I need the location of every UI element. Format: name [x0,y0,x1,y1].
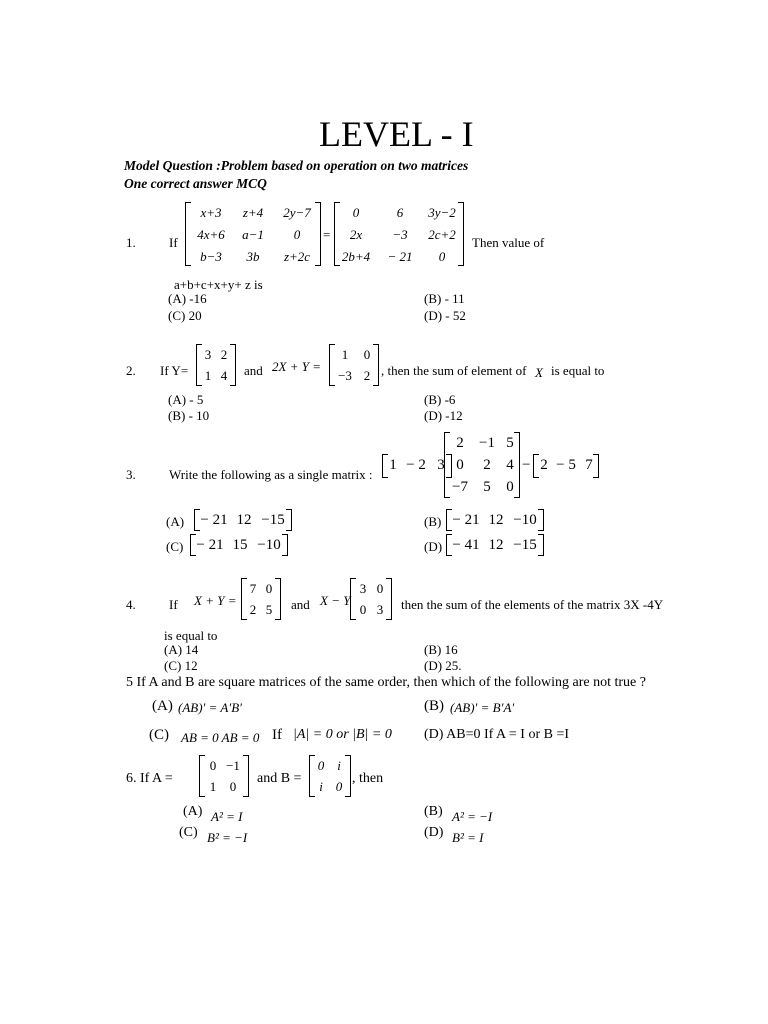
q5-option-c-if: If [272,727,282,743]
q1-number: 1. [126,235,136,250]
q6-b-cell: 0 [335,779,343,794]
q3-opt-cell: − 21 [196,537,224,553]
q3-opt-cell: −10 [513,512,537,528]
q1-equals: = [323,227,331,242]
q2-y-cell: 4 [220,368,228,383]
q3-option-a-label[interactable]: (A) [166,514,185,529]
q3-option-c-label[interactable]: (C) [166,539,184,554]
q1-right-matrix [334,202,464,266]
q3-opt-cell: − 41 [452,537,480,553]
q6-option-c-expr[interactable]: B² = −I [207,830,248,845]
q4-m1-cell: 7 [249,581,257,596]
q3-row-matrix-1 [382,454,452,478]
q6-option-b-label[interactable]: (B) [424,804,443,819]
q6-option-d-label[interactable]: (D) [424,825,444,840]
q1-r-cell: 0 [352,205,360,220]
q4-m1 [241,578,281,620]
q4-expr1: X + Y = [194,593,237,608]
q1-l-cell: z+2c [283,249,311,264]
q3-option-b-matrix[interactable] [446,509,544,531]
q5-option-a-label[interactable]: (A) [152,698,173,714]
q2-option-d[interactable]: (D) -12 [424,408,463,423]
q1-r-cell: −3 [392,227,408,242]
q4-if: If [169,597,178,612]
q2-y-cell: 2 [220,347,228,362]
q3-opt-cell: −15 [513,537,537,553]
q2-r-matrix [329,344,379,386]
q2-then: , then the sum of element of [381,363,527,378]
q3-opt-cell: −10 [257,537,281,553]
q1-option-d[interactable]: (D) - 52 [424,308,466,323]
q3-m-cell: 0 [506,479,514,495]
q5-option-c-cond: |A| = 0 or |B| = 0 [293,727,392,742]
q3-m-cell: 2 [483,457,491,473]
q2-y-cell: 3 [204,347,212,362]
q1-l-cell: 0 [293,227,301,242]
q4-tail: is equal to [164,628,218,643]
q4-m1-cell: 0 [265,581,273,596]
q3-minus: − [522,457,531,473]
q6-b-cell: 0 [317,758,325,773]
q2-option-b[interactable]: (B) -6 [424,392,456,407]
q6-b-matrix [309,755,351,797]
q3-m-cell: 0 [456,457,464,473]
q3-text: Write the following as a single matrix : [169,467,373,482]
q5-text: 5 If A and B are square matrices of the same order, then which of the following are not true ? [126,675,646,690]
q3-opt-cell: − 21 [452,512,480,528]
q1-option-b[interactable]: (B) - 11 [424,291,465,306]
subtitle-topic: Model Question :Problem based on operation on two matrices [124,158,469,173]
q3-option-b-label[interactable]: (B) [424,514,442,529]
q6-option-c-label[interactable]: (C) [179,825,198,840]
q1-left-matrix [185,202,321,266]
q5-option-c-expr[interactable]: AB = 0 AB = 0 [181,730,260,745]
q4-option-c[interactable]: (C) 12 [164,658,198,673]
q2-and: and [244,363,263,378]
q6-option-a-label[interactable]: (A) [183,804,203,819]
q3-m-cell: −7 [452,479,468,495]
q2-r-cell: 1 [341,347,349,362]
q6-b-cell: i [319,779,323,794]
q3-opt-cell: −15 [261,512,285,528]
q3-row2-cell: − 5 [556,457,576,473]
q4-option-d[interactable]: (D) 25. [424,658,462,673]
q3-opt-cell: 12 [236,512,252,528]
q1-if: If [169,235,178,250]
q3-opt-cell: 12 [488,512,504,528]
q6-a-cell: 0 [229,779,237,794]
q1-l-cell: 2y−7 [283,205,311,220]
q1-l-cell: a−1 [242,227,264,242]
q1-then: Then value of [472,235,545,250]
q6-option-b-expr[interactable]: A² = −I [452,809,493,824]
q6-option-d-expr[interactable]: B² = I [452,830,484,845]
q2-option-a[interactable]: (A) - 5 [168,392,204,407]
q1-tail: a+b+c+x+y+ z is [174,277,263,292]
q4-m2 [350,578,392,620]
q2-var: X [535,365,543,380]
q2-r-cell: 0 [363,347,371,362]
q2-number: 2. [126,363,136,378]
q3-row1-cell: 3 [437,457,445,473]
q3-option-a-matrix[interactable] [194,509,292,531]
q1-option-a[interactable]: (A) -16 [168,291,207,306]
q3-m-cell: 5 [506,435,514,451]
q6-then: , then [352,771,384,786]
q4-m1-cell: 2 [249,602,257,617]
q4-m2-cell: 3 [359,581,367,596]
q2-y-cell: 1 [204,368,212,383]
q3-opt-cell: 12 [488,537,504,553]
q1-r-cell: 2b+4 [341,249,371,264]
q4-option-b[interactable]: (B) 16 [424,642,458,657]
q3-option-c-matrix[interactable] [190,534,288,556]
q1-l-cell: x+3 [200,205,222,220]
q3-row2-cell: 7 [585,457,593,473]
q2-r-cell: −3 [338,368,352,383]
q3-m-cell: −1 [479,435,495,451]
q3-m-cell: 5 [483,479,491,495]
q1-r-cell: − 21 [387,249,413,264]
q3-option-d-matrix[interactable] [446,534,544,556]
q6-b-cell: i [337,758,341,773]
q3-option-d-label[interactable]: (D) [424,539,443,554]
q2-expr: 2X + Y = [272,359,321,374]
q4-m2-cell: 3 [376,602,384,617]
q3-m-cell: 4 [506,457,514,473]
q5-option-b-label[interactable]: (B) [424,698,444,714]
q3-number: 3. [126,467,136,482]
q6-a-cell: 1 [209,779,217,794]
q1-r-cell: 0 [438,249,446,264]
q6-option-a-expr[interactable]: A² = I [211,809,243,824]
q4-m2-cell: 0 [359,602,367,617]
q5-option-a-expr[interactable]: (AB)′ = A′B′ [178,700,242,715]
q2-y-matrix [196,344,236,386]
q4-then: then the sum of the elements of the matrix 3X -4Y [401,597,664,612]
q2-option-c[interactable]: (B) - 10 [168,408,210,423]
q1-r-cell: 2c+2 [428,227,456,242]
q2-r-cell: 2 [363,368,371,383]
q2-lead: If Y= [160,363,189,378]
q3-row1-cell: 1 [389,457,397,473]
q6-a-matrix [199,755,249,797]
q3-opt-cell: − 21 [200,512,228,528]
q5-option-d[interactable]: (D) AB=0 If A = I or B =I [424,727,570,742]
q4-and: and [291,597,310,612]
page-title: LEVEL - I [319,114,474,154]
q4-expr2: X − Y [320,593,351,608]
q6-a-cell: −1 [226,758,240,773]
q4-m2-cell: 0 [376,581,384,596]
q5-option-c-label[interactable]: (C) [149,727,169,743]
q1-l-cell: b−3 [200,249,222,264]
q3-row1-cell: − 2 [406,457,426,473]
q1-r-cell: 3y−2 [428,205,456,220]
q1-option-c[interactable]: (C) 20 [168,308,202,323]
q1-l-cell: 4x+6 [197,227,225,242]
q4-m1-cell: 5 [265,602,273,617]
q4-option-a[interactable]: (A) 14 [164,642,199,657]
q6-and: and B = [257,771,302,786]
q1-l-cell: 3b [246,249,260,264]
q2-tail: is equal to [551,363,605,378]
q1-r-cell: 2x [349,227,363,242]
q1-l-cell: z+4 [242,205,264,220]
q3-square-matrix [444,432,520,498]
q3-row-matrix-2 [533,454,599,478]
q6-a-cell: 0 [209,758,217,773]
subtitle-type: One correct answer MCQ [124,176,267,191]
q5-option-b-expr[interactable]: (AB)′ = B′A′ [450,700,515,715]
q3-m-cell: 2 [456,435,464,451]
q3-row2-cell: 2 [540,457,548,473]
q4-number: 4. [126,597,136,612]
q1-r-cell: 6 [396,205,404,220]
q6-lead: 6. If A = [126,771,173,786]
q3-opt-cell: 15 [232,537,248,553]
